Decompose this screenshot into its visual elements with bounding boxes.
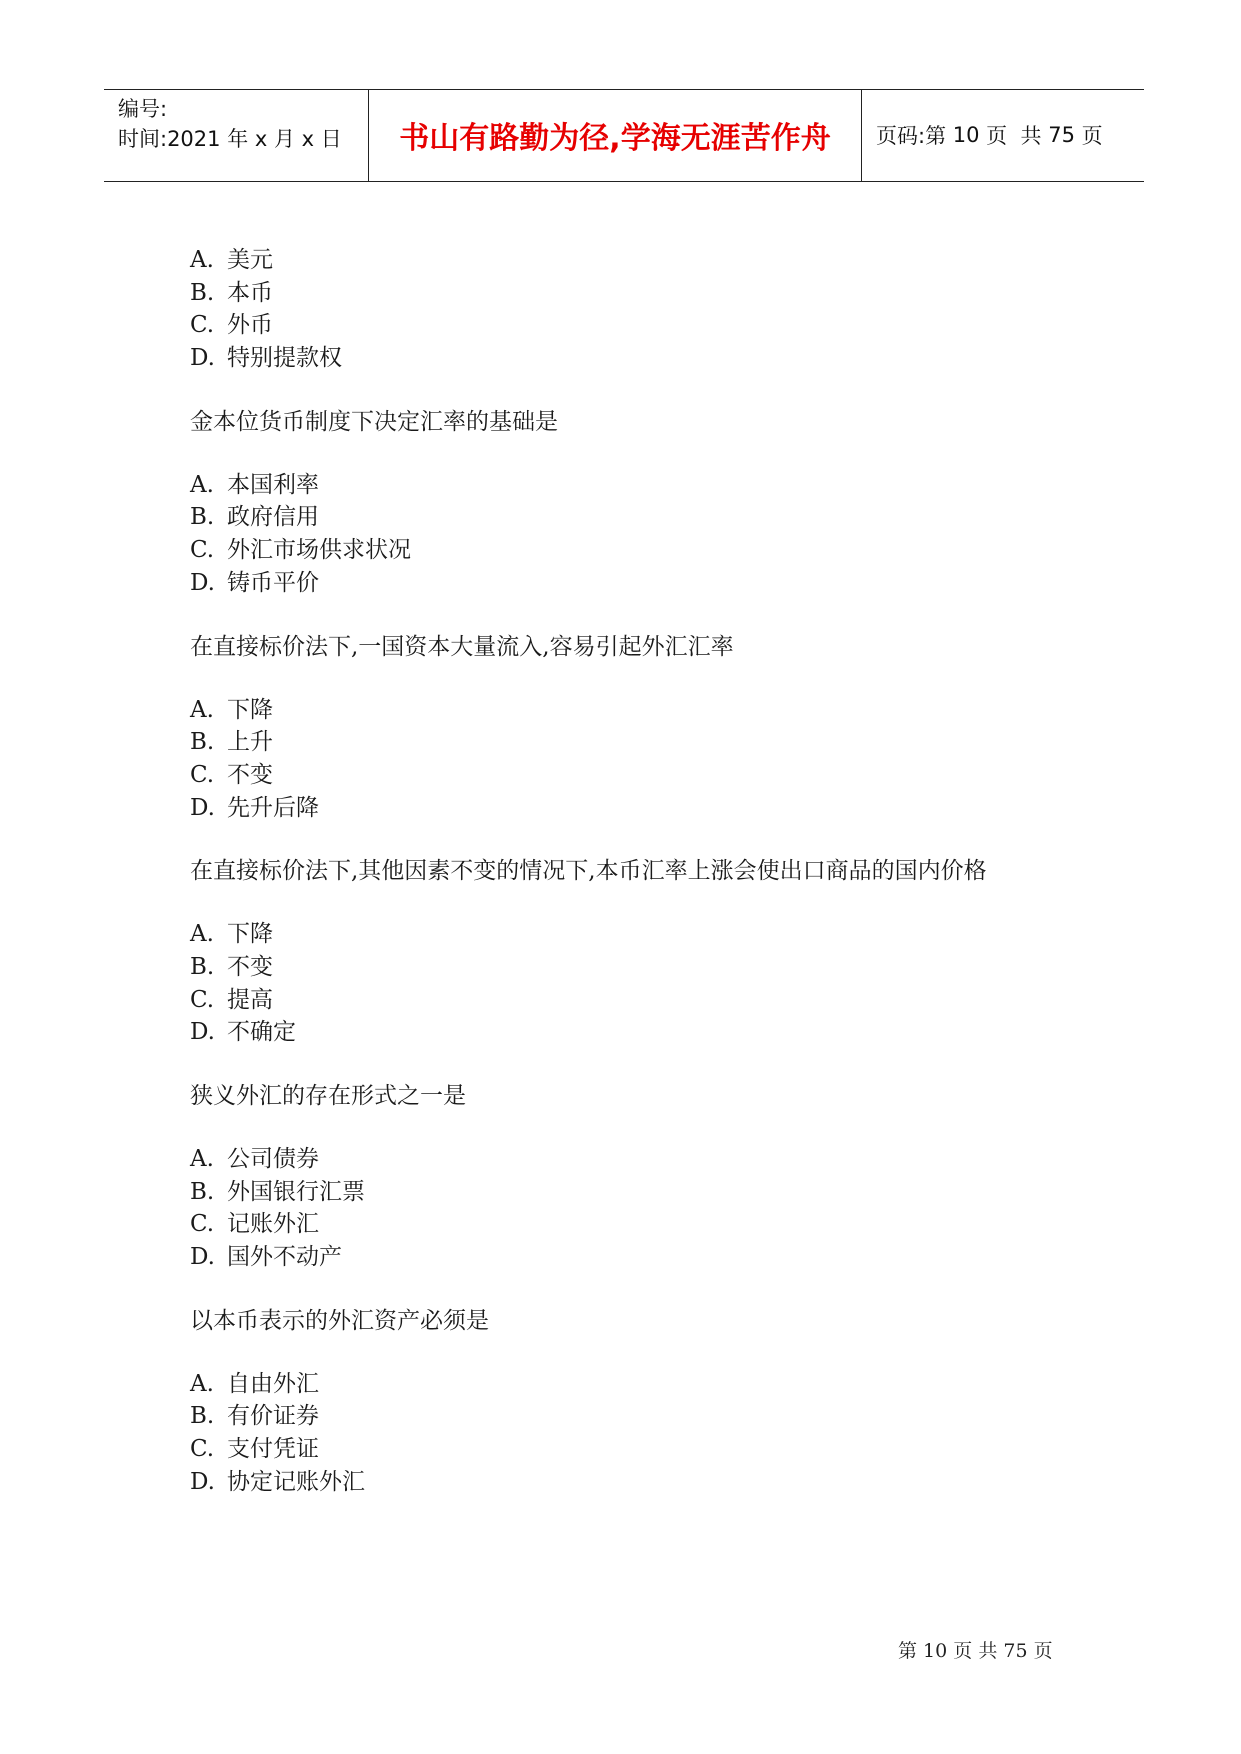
option-letter: A. <box>190 921 214 948</box>
option-text: 先升后降 <box>227 794 319 821</box>
option-text: 提高 <box>227 986 273 1013</box>
option-item <box>190 501 1090 534</box>
option-text: 上升 <box>227 729 273 756</box>
option-letter: D. <box>190 569 215 596</box>
option-letter: D. <box>190 345 215 372</box>
option-item <box>190 469 1090 502</box>
option-letter: C. <box>190 537 215 564</box>
question-text: 在直接标价法下,其他因素不变的情况下,本币汇率上涨会使出口商品的国内价格 <box>190 858 987 885</box>
option-item <box>190 759 1090 792</box>
header-meta <box>118 94 342 154</box>
header-page-mid: 页 共 <box>979 124 1049 148</box>
option-list <box>190 918 1090 1049</box>
option-text: 下降 <box>227 696 273 723</box>
document-number-label: 编号: <box>118 97 168 121</box>
option-text: 不变 <box>227 761 273 788</box>
option-letter: A. <box>190 471 214 498</box>
option-item <box>190 1433 1090 1466</box>
option-text: 支付凭证 <box>227 1436 319 1463</box>
page-content <box>190 244 1090 1499</box>
option-item <box>190 951 1090 984</box>
option-letter: C. <box>190 761 215 788</box>
option-item <box>190 277 1090 310</box>
header-page-suffix: 页 <box>1074 124 1103 148</box>
option-item <box>190 1400 1090 1433</box>
option-text: 不变 <box>227 953 273 980</box>
option-letter: A. <box>190 696 214 723</box>
question-text: 以本币表示的外汇资产必须是 <box>190 1307 489 1334</box>
option-text: 记账外汇 <box>227 1211 319 1238</box>
document-time-label: 时间:2021 年 x 月 x 日 <box>118 127 342 151</box>
option-letter: C. <box>190 986 215 1013</box>
header-page-total: 75 <box>1048 123 1075 147</box>
option-letter: C. <box>190 312 215 339</box>
option-text: 外国银行汇票 <box>227 1178 365 1205</box>
option-item <box>190 918 1090 951</box>
option-item <box>190 1143 1090 1176</box>
footer-page-current: 10 <box>923 1640 948 1662</box>
option-letter: B. <box>190 1178 215 1205</box>
option-item <box>190 244 1090 277</box>
option-text: 外汇市场供求状况 <box>227 537 411 564</box>
option-item <box>190 309 1090 342</box>
option-letter: A. <box>190 247 214 273</box>
option-item <box>190 792 1090 825</box>
option-letter: B. <box>190 504 215 531</box>
option-item <box>190 342 1090 375</box>
option-list <box>190 1368 1090 1499</box>
option-item <box>190 1466 1090 1499</box>
option-item <box>190 726 1090 759</box>
option-list <box>190 469 1090 600</box>
option-item <box>190 1208 1090 1241</box>
footer-suffix: 页 <box>1027 1640 1053 1662</box>
option-item <box>190 1016 1090 1049</box>
option-letter: C. <box>190 1436 215 1463</box>
option-text: 外币 <box>227 312 273 339</box>
header-divider <box>861 90 862 181</box>
header-divider <box>368 90 369 181</box>
option-list <box>190 244 1090 375</box>
option-text: 本币 <box>227 279 273 306</box>
option-item <box>190 694 1090 727</box>
option-item <box>190 567 1090 600</box>
header-page-prefix: 页码:第 <box>876 124 953 148</box>
option-text: 政府信用 <box>227 504 319 531</box>
question-text: 在直接标价法下,一国资本大量流入,容易引起外汇汇率 <box>190 633 734 660</box>
option-text: 公司债券 <box>227 1146 319 1172</box>
option-text: 本国利率 <box>227 471 319 498</box>
option-letter: A. <box>190 1370 214 1397</box>
option-letter: C. <box>190 1211 215 1238</box>
option-letter: B. <box>190 279 215 306</box>
page-footer <box>898 1636 1053 1663</box>
option-text: 下降 <box>227 921 273 948</box>
option-letter: B. <box>190 1403 215 1430</box>
option-letter: B. <box>190 953 215 980</box>
option-text: 铸币平价 <box>227 569 319 596</box>
option-text: 有价证券 <box>227 1403 319 1430</box>
header-page-indicator <box>876 90 1103 180</box>
question-text: 金本位货币制度下决定汇率的基础是 <box>190 408 558 435</box>
option-text: 美元 <box>227 247 273 273</box>
header-motto: 书山有路勤为径,学海无涯苦作舟 <box>399 121 831 156</box>
option-item <box>190 984 1090 1017</box>
option-text: 协定记账外汇 <box>227 1468 365 1495</box>
option-text: 不确定 <box>227 1019 296 1046</box>
option-letter: D. <box>190 1019 215 1046</box>
option-text: 国外不动产 <box>227 1244 342 1271</box>
option-list <box>190 1143 1090 1274</box>
option-item <box>190 1176 1090 1209</box>
option-letter: B. <box>190 729 215 756</box>
option-letter: D. <box>190 1244 215 1271</box>
option-letter: D. <box>190 794 215 821</box>
option-item <box>190 1368 1090 1401</box>
footer-page-total: 75 <box>1003 1640 1028 1662</box>
option-letter: A. <box>190 1146 214 1172</box>
footer-prefix: 第 <box>898 1640 924 1662</box>
option-item <box>190 1241 1090 1274</box>
option-list <box>190 694 1090 825</box>
header-page-current: 10 <box>952 123 980 147</box>
option-item <box>190 534 1090 567</box>
footer-mid: 页 共 <box>947 1640 1004 1662</box>
question-text: 狭义外汇的存在形式之一是 <box>190 1083 466 1109</box>
option-text: 特别提款权 <box>227 345 342 372</box>
option-letter: D. <box>190 1468 215 1495</box>
page-header <box>104 89 1144 182</box>
option-text: 自由外汇 <box>227 1370 319 1397</box>
